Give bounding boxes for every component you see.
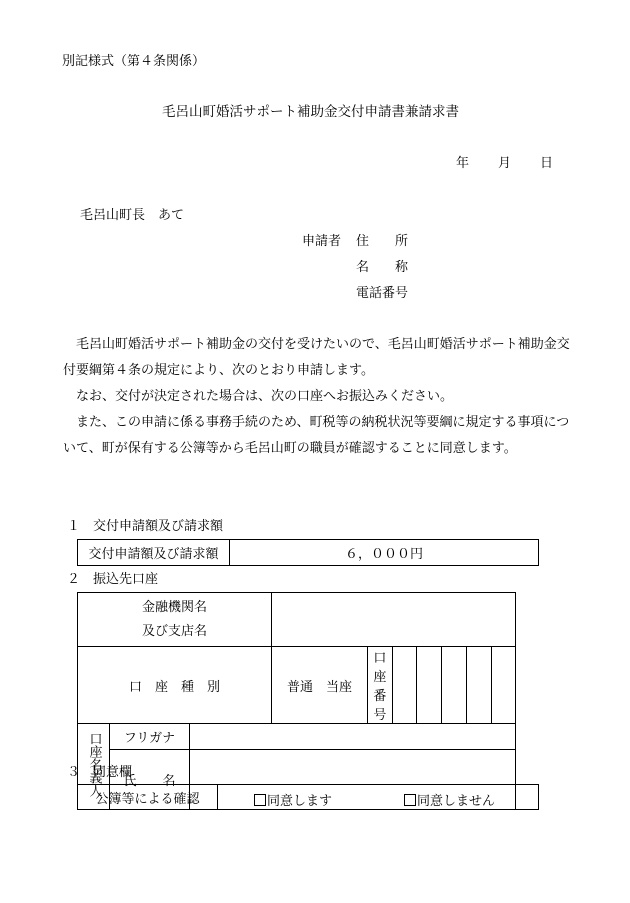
- bank-name-label-line1: 金融機関名: [142, 599, 208, 615]
- consent-table: [77, 784, 539, 810]
- account-type-label: 口 座 種 別: [78, 647, 272, 724]
- furigana-field[interactable]: [190, 724, 516, 750]
- date-day-label: 日: [540, 156, 554, 171]
- date-year-label: 年: [456, 156, 470, 171]
- applicant-phone-label: 電話番号: [356, 286, 409, 301]
- section2-heading: ２ 振込先口座: [67, 572, 159, 587]
- addressee: 毛呂山町長 あて: [80, 208, 185, 223]
- agree-checkbox[interactable]: [254, 794, 266, 806]
- account-number-digit[interactable]: [491, 647, 516, 724]
- section1-heading: １ 交付申請額及び請求額: [67, 519, 224, 534]
- form-reference: 別記様式（第４条関係）: [62, 54, 206, 69]
- section3-heading: ３ 同意欄: [67, 765, 133, 780]
- account-type-options[interactable]: 普通 当座: [272, 647, 368, 724]
- disagree-option[interactable]: [404, 790, 495, 809]
- applicant-address-label: 住 所: [356, 234, 409, 249]
- account-number-label: 口 座 番 号: [368, 647, 393, 724]
- document-title: 毛呂山町婚活サポート補助金交付申請書兼請求書: [162, 104, 459, 120]
- account-number-digit[interactable]: [417, 647, 442, 724]
- account-number-digit[interactable]: [466, 647, 491, 724]
- bank-name-label-line2: 及び支店名: [142, 623, 208, 639]
- disagree-checkbox[interactable]: [404, 794, 416, 806]
- bank-name-field[interactable]: [272, 593, 516, 647]
- body-paragraph-1: 毛呂山町婚活サポート補助金の交付を受けたいので、毛呂山町婚活サポート補助金交付要綱第４条の規定により、次のとおり申請します。: [63, 337, 570, 378]
- amount-value[interactable]: ６，０００円: [230, 540, 539, 566]
- consent-label: 公簿等による確認: [78, 785, 218, 810]
- body-paragraph-3: また、この申請に係る事務手続のため、町税等の納税状況等要綱に規定する事項について、町が保有する公簿等から毛呂山町の職員が確認することに同意します。: [63, 415, 570, 456]
- account-number-digit[interactable]: [392, 647, 417, 724]
- applicant-label: 申請者: [302, 234, 342, 249]
- amount-label: 交付申請額及び請求額: [78, 540, 230, 566]
- furigana-label: フリガナ: [110, 724, 190, 750]
- consent-options: [218, 785, 539, 810]
- holder-name-label: 氏 名: [110, 750, 190, 810]
- bank-name-label: [78, 593, 272, 647]
- account-holder-label-text: 口座名義人: [86, 732, 102, 797]
- body-paragraph-2: なお、交付が決定された場合は、次の口座へお振込みください。: [76, 389, 454, 404]
- account-number-digit[interactable]: [442, 647, 467, 724]
- agree-label: 同意します: [267, 794, 333, 809]
- bank-account-table: [77, 592, 541, 810]
- application-amount-table: [77, 539, 539, 566]
- date-month-label: 月: [498, 156, 512, 171]
- applicant-name-label: 名 称: [356, 260, 409, 275]
- body-text: [63, 332, 578, 462]
- agree-option[interactable]: [254, 790, 332, 809]
- disagree-label: 同意しません: [417, 794, 496, 809]
